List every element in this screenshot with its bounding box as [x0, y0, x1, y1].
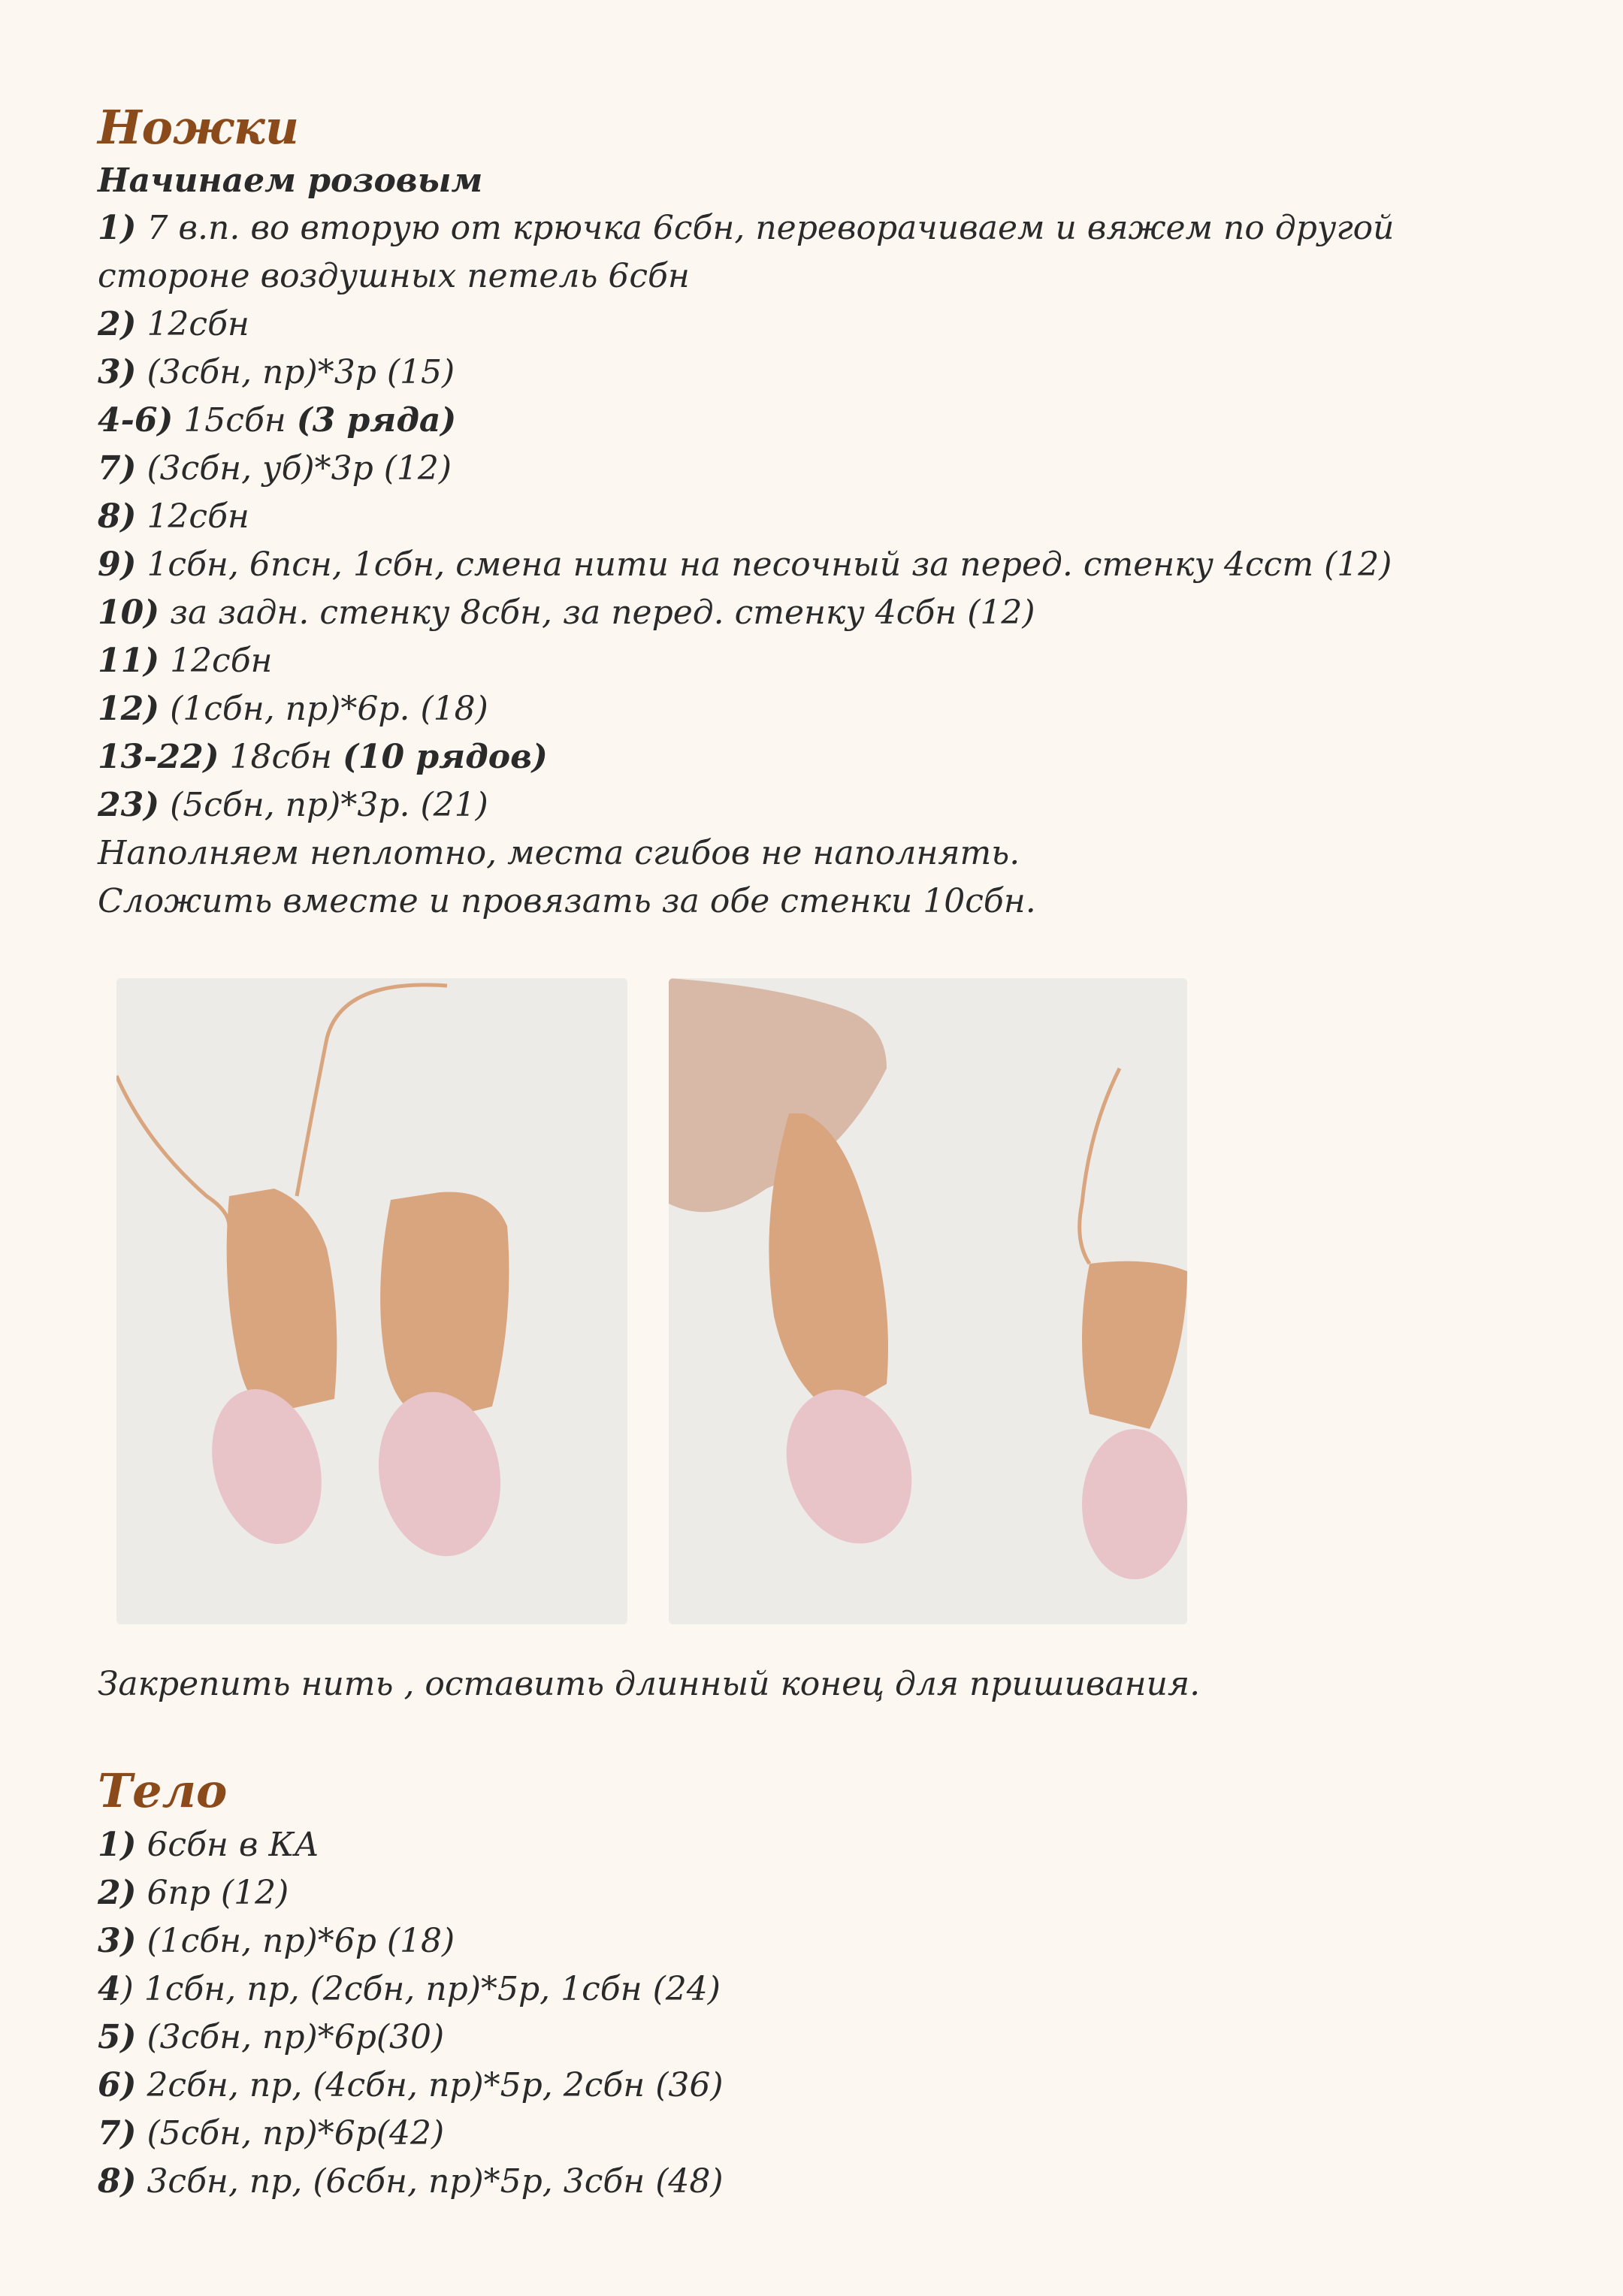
row-3: 3) (3сбн, пр)*3р (15): [98, 353, 455, 391]
row-2: 2) 12сбн: [98, 305, 249, 343]
row-9: 9) 1сбн, 6псн, 1сбн, смена нити на песочный за перед. стенку 4сст (12): [98, 545, 1392, 584]
row-8: 8) 12сбн: [98, 497, 249, 536]
photo-two-legs: [116, 978, 627, 1624]
body-row-6: 6) 2сбн, пр, (4сбн, пр)*5р, 2сбн (36): [98, 2066, 724, 2104]
body-row-7: 7) (5сбн, пр)*6р(42): [98, 2114, 445, 2152]
row-13-22: 13-22) 18сбн (10 рядов): [98, 738, 548, 776]
body-section: [98, 1761, 1525, 2206]
body-heading: Тело: [98, 1763, 228, 1818]
row-1: 1) 7 в.п. во вторую от крючка 6сбн, переворачиваем и вяжем по другой стороне воздушных петель 6сбн: [98, 209, 1395, 295]
body-row-5: 5) (3сбн, пр)*6р(30): [98, 2018, 445, 2056]
photos-row: [98, 978, 1525, 1639]
body-row-2: 2) 6пр (12): [98, 1874, 289, 1912]
photo-hand-holding-leg: [669, 978, 1187, 1624]
legs-rows: [98, 204, 1525, 926]
legs-heading: Ножки: [98, 100, 299, 155]
row-11: 11) 12сбн: [98, 642, 273, 680]
legs-subtitle: Начинаем розовым: [98, 162, 483, 200]
photo-caption: Закрепить нить , оставить длинный конец для пришивания.: [98, 1665, 1201, 1703]
body-row-4: 4) 1сбн, пр, (2сбн, пр)*5р, 1сбн (24): [98, 1970, 721, 2008]
document-page: [98, 98, 1525, 2206]
row-10: 10) за задн. стенку 8сбн, за перед. стенку 4сбн (12): [98, 594, 1035, 632]
row-23: 23) (5сбн, пр)*3р. (21): [98, 786, 488, 824]
body-row-1: 1) 6сбн в КА: [98, 1826, 319, 1864]
body-row-8: 8) 3сбн, пр, (6сбн, пр)*5р, 3сбн (48): [98, 2162, 724, 2201]
note-stuffing: Наполняем неплотно, места сгибов не наполнять.: [98, 834, 1020, 872]
row-4-6: 4-6) 15сбн (3 ряда): [98, 401, 457, 440]
body-row-3: 3) (1сбн, пр)*6р (18): [98, 1922, 455, 1960]
note-join: Сложить вместе и провязать за обе стенки 10сбн.: [98, 882, 1036, 920]
row-12: 12) (1сбн, пр)*6р. (18): [98, 690, 488, 728]
row-7: 7) (3сбн, уб)*3р (12): [98, 449, 452, 488]
